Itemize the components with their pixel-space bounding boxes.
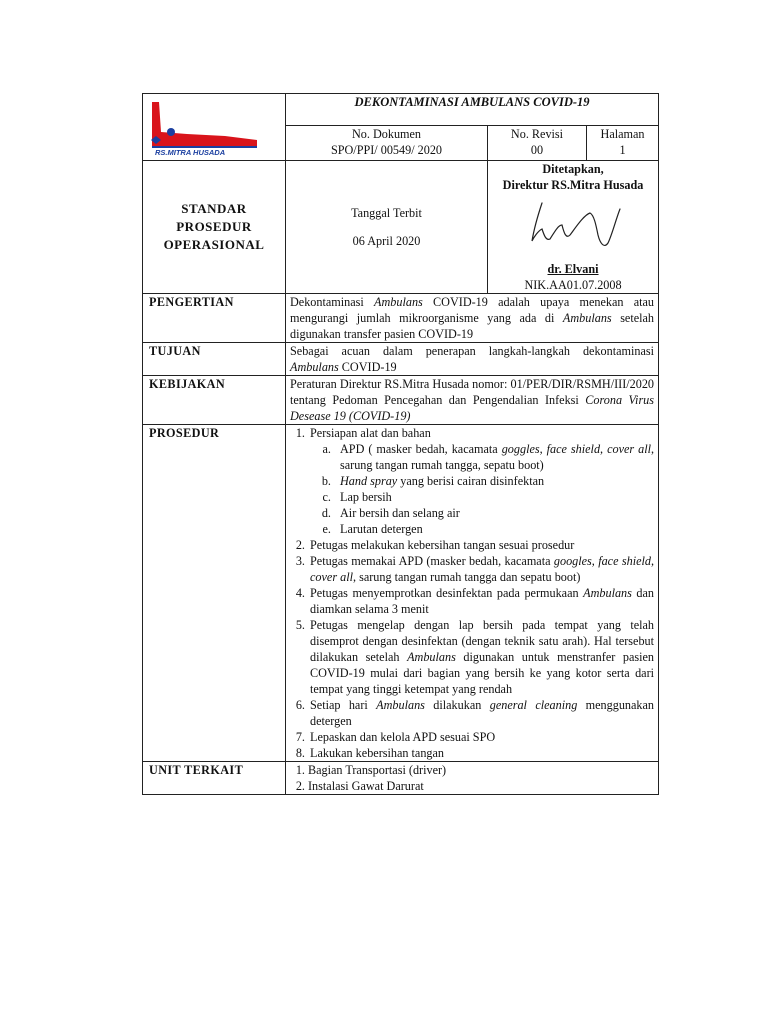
tujuan-label: TUJUAN bbox=[143, 343, 286, 376]
prosedur-step-2: 2. Petugas melakukan kebersihan tangan sesuai prosedur bbox=[308, 537, 654, 553]
logo-cell bbox=[143, 94, 286, 161]
prosedur-step-6: 6. Setiap hari Ambulans dilakukan general cleaning menggunakan detergen bbox=[308, 697, 654, 729]
tujuan-text: Sebagai acuan dalam penerapan langkah-langkah dekontaminasi Ambulans COVID-19 bbox=[286, 343, 659, 376]
prosedur-step-1c: c. Lap bersih bbox=[334, 489, 654, 505]
prosedur-sublist bbox=[310, 441, 654, 537]
prosedur-step-1d: d. Air bersih dan selang air bbox=[334, 505, 654, 521]
doc-number-value: SPO/PPI/ 00549/ 2020 bbox=[330, 143, 443, 158]
unit-terkait-list bbox=[290, 762, 654, 794]
approval-cell bbox=[488, 161, 659, 294]
doc-number-label: No. Dokumen bbox=[351, 127, 422, 142]
approval-label: Ditetapkan, bbox=[542, 162, 604, 176]
pengertian-label: PENGERTIAN bbox=[143, 294, 286, 343]
signature-area bbox=[490, 193, 656, 261]
issue-date-label: Tanggal Terbit bbox=[351, 206, 422, 220]
hospital-logo bbox=[147, 96, 281, 160]
prosedur-label: PROSEDUR bbox=[143, 425, 286, 762]
issue-date-cell bbox=[286, 161, 488, 294]
prosedur-step-7: 7. Lepaskan dan kelola APD sesuai SPO bbox=[308, 729, 654, 745]
kebijakan-text: Peraturan Direktur RS.Mitra Husada nomor: 01/PER/DIR/RSMH/III/2020 tentang Pedoman Pencegahan dan Pengendalian Infeksi Corona Virus Desease 19 (COVID-19) bbox=[286, 376, 659, 425]
signer-nik: NIK.AA01.07.2008 bbox=[524, 278, 622, 292]
unit-terkait-item: 2. Instalasi Gawat Darurat bbox=[308, 778, 654, 794]
prosedur-step-1a: a. APD ( masker bedah, kacamata goggles, face shield, cover all, sarung tangan rumah tangga, sepatu boot) bbox=[334, 441, 654, 473]
prosedur-step-1e: e. Larutan detergen bbox=[334, 521, 654, 537]
sop-table bbox=[142, 93, 659, 795]
prosedur-list bbox=[290, 425, 654, 761]
signature-image bbox=[524, 195, 634, 261]
sop-line-2: PROSEDUR bbox=[176, 219, 252, 234]
logo-text: RS.MITRA HUSADA bbox=[155, 148, 226, 157]
revision-value: 00 bbox=[530, 143, 544, 158]
signer-name: dr. Elvani bbox=[547, 262, 599, 276]
prosedur-step-5: 5. Petugas mengelap dengan lap bersih pada tempat yang telah disemprot dengan desinfektan (dengan teknik satu arah). Hal tersebut dilakukan setelah Ambulans digunakan untuk menstranfer pasien COVID-19 mulai dari bagian yang bersih ke yang kotor serta dari tempat yang tinggi ketempat yang rendah bbox=[308, 617, 654, 697]
prosedur-step-4: 4. Petugas menyemprotkan desinfektan pada permukaan Ambulans dan diamkan selama 3 menit bbox=[308, 585, 654, 617]
pengertian-text: Dekontaminasi Ambulans COVID-19 adalah upaya menekan atau mengurangi jumlah mikroorganisme yang ada di Ambulans setelah digunakan transfer pasien COVID-19 bbox=[286, 294, 659, 343]
page-value: 1 bbox=[619, 143, 626, 158]
prosedur-step-3: 3. Petugas memakai APD (masker bedah, kacamata googles, face shield, cover all, sarung tangan rumah tangga dan sepatu boot) bbox=[308, 553, 654, 585]
page-cell bbox=[587, 126, 659, 161]
prosedur-step-1: 1. Persiapan alat dan bahan a. APD ( masker bedah, kacamata goggles, face shield, cover all, sarung tangan rumah tangga, sepatu boot) b. Hand spray yang berisi cairan disinfektan c. Lap bersih d. Air bersih dan selang air e. Larutan detergen bbox=[308, 425, 654, 537]
approval-title: Direktur RS.Mitra Husada bbox=[502, 178, 644, 192]
sop-line-3: OPERASIONAL bbox=[163, 237, 265, 252]
revision-cell bbox=[488, 126, 587, 161]
sop-line-1: STANDAR bbox=[181, 201, 247, 216]
kebijakan-label: KEBIJAKAN bbox=[143, 376, 286, 425]
unit-terkait-label: UNIT TERKAIT bbox=[143, 762, 286, 795]
issue-date-value: 06 April 2020 bbox=[352, 234, 421, 248]
prosedur-step-1b: b. Hand spray yang berisi cairan disinfektan bbox=[334, 473, 654, 489]
revision-label: No. Revisi bbox=[510, 127, 564, 142]
doc-number-cell bbox=[286, 126, 488, 161]
prosedur-content bbox=[286, 425, 659, 762]
document-title: DEKONTAMINASI AMBULANS COVID-19 bbox=[286, 94, 659, 126]
sop-title-cell bbox=[143, 161, 286, 294]
unit-terkait-item: 1. Bagian Transportasi (driver) bbox=[308, 762, 654, 778]
prosedur-step-8: 8. Lakukan kebersihan tangan bbox=[308, 745, 654, 761]
sop-document bbox=[142, 93, 658, 795]
unit-terkait-content bbox=[286, 762, 659, 795]
page-label: Halaman bbox=[600, 127, 645, 142]
